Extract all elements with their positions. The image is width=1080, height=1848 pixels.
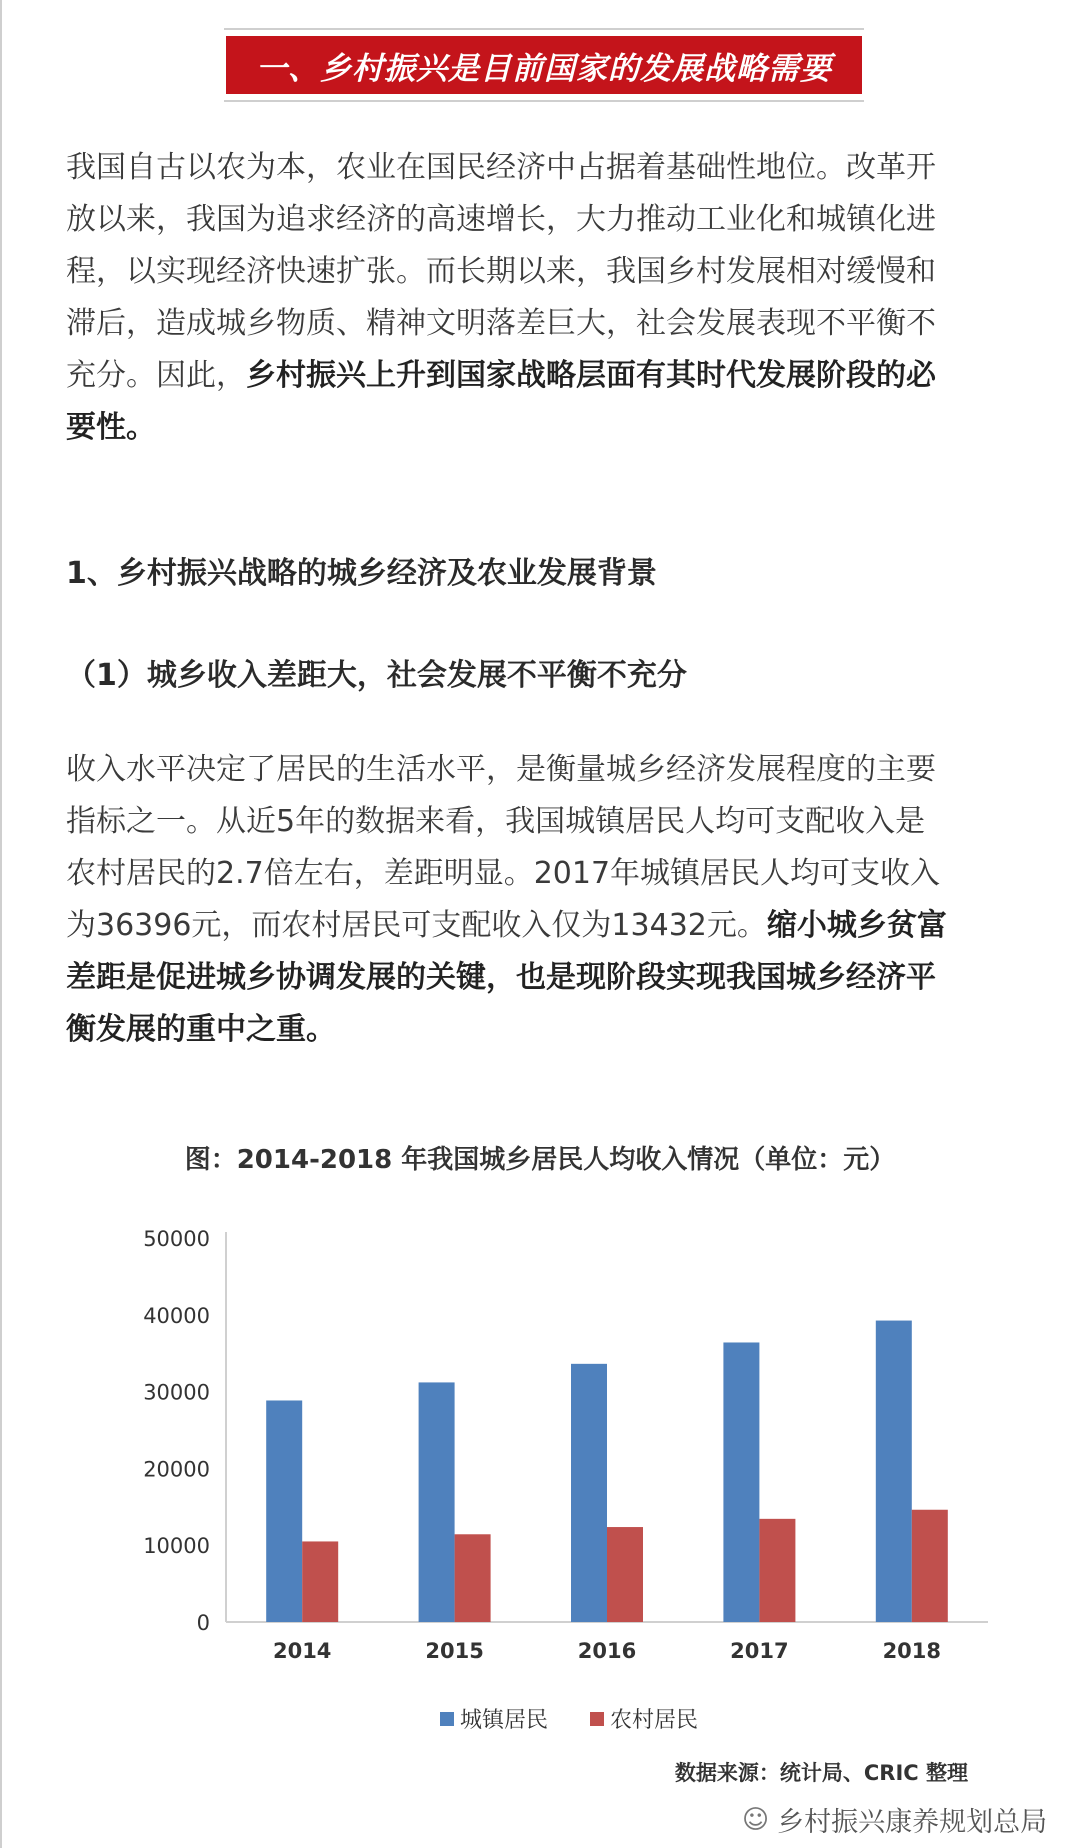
subsection-heading: （1）城乡收入差距大，社会发展不平衡不充分 <box>66 658 687 693</box>
intro-emphasis: 要性。 <box>66 410 156 445</box>
bar-rural <box>759 1519 795 1622</box>
footer-brand <box>742 1800 1047 1839</box>
section-banner <box>224 28 864 102</box>
income-emphasis: 缩小城乡贫富 <box>766 908 947 943</box>
chart-source: 数据来源：统计局、CRIC 整理 <box>674 1761 968 1785</box>
bar-urban <box>723 1342 759 1622</box>
y-tick-label: 20000 <box>143 1457 210 1482</box>
income-line: 为36396元，而农村居民可支配收入仅为13432元。 <box>66 908 767 943</box>
legend-label: 城镇居民 <box>460 1708 549 1733</box>
bar-rural <box>455 1534 491 1622</box>
banner-title: 一、乡村振兴是目前国家的发展战略需要 <box>226 36 862 94</box>
intro-line: 放以来，我国为追求经济的高速增长，大力推动工业化和城镇化进 <box>66 202 936 237</box>
y-tick-label: 30000 <box>143 1380 210 1405</box>
income-line: 农村居民的2.7倍左右，差距明显。2017年城镇居民人均可支收入 <box>66 856 941 891</box>
bar-urban <box>876 1321 912 1622</box>
legend-swatch <box>440 1712 454 1726</box>
income-emphasis: 差距是促进城乡协调发展的关键，也是现阶段实现我国城乡经济平 <box>66 960 936 995</box>
x-tick-label: 2017 <box>730 1639 789 1663</box>
bar-rural <box>607 1527 643 1622</box>
y-tick-label: 50000 <box>143 1227 210 1251</box>
section-heading: 1、乡村振兴战略的城乡经济及农业发展背景 <box>66 556 657 591</box>
bar-rural <box>302 1541 338 1622</box>
x-tick-label: 2014 <box>272 1639 332 1663</box>
income-emphasis: 衡发展的重中之重。 <box>66 1012 336 1047</box>
legend-swatch <box>590 1712 604 1726</box>
bar-urban <box>571 1364 607 1622</box>
x-tick-label: 2018 <box>882 1639 942 1663</box>
intro-emphasis: 乡村振兴上升到国家战略层面有其时代发展阶段的必 <box>246 358 936 393</box>
intro-paragraph <box>66 142 1026 454</box>
y-tick-label: 0 <box>196 1611 210 1635</box>
income-paragraph <box>66 744 1026 1056</box>
income-bar-chart <box>0 1110 1080 1790</box>
intro-line: 充分。因此， <box>66 358 246 393</box>
bar-urban <box>266 1400 302 1622</box>
income-line: 收入水平决定了居民的生活水平，是衡量城乡经济发展程度的主要 <box>66 752 936 787</box>
y-tick-label: 10000 <box>143 1534 210 1559</box>
brand-name: 乡村振兴康养规划总局 <box>777 1807 1048 1838</box>
bar-urban <box>419 1382 455 1622</box>
bar-rural <box>912 1510 948 1622</box>
chart-title: 图：2014-2018 年我国城乡居民人均收入情况（单位：元） <box>184 1145 896 1175</box>
x-tick-label: 2015 <box>425 1639 484 1663</box>
legend-label: 农村居民 <box>610 1708 699 1733</box>
income-line: 指标之一。从近5年的数据来看，我国城镇居民人均可支配收入是 <box>66 804 926 839</box>
intro-line: 滞后，造成城乡物质、精神文明落差巨大，社会发展表现不平衡不 <box>66 306 936 341</box>
wechat-icon: ☺ <box>742 1804 770 1835</box>
y-tick-label: 40000 <box>143 1303 210 1328</box>
x-tick-label: 2016 <box>577 1639 637 1663</box>
intro-line: 程，以实现经济快速扩张。而长期以来，我国乡村发展相对缓慢和 <box>66 254 936 289</box>
intro-line: 我国自古以农为本，农业在国民经济中占据着基础性地位。改革开 <box>66 150 936 185</box>
